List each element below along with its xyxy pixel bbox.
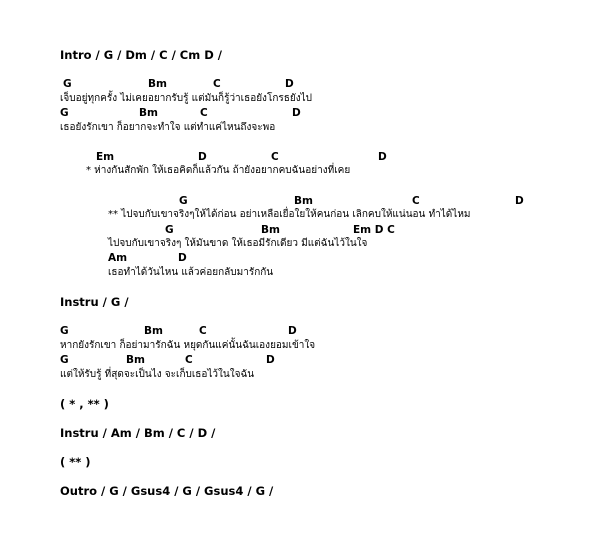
instru-line: Instru / G / <box>60 295 129 309</box>
chord: G <box>60 107 69 119</box>
chord: D <box>266 354 275 366</box>
chord: Bm <box>294 195 313 207</box>
chord: D <box>292 107 301 119</box>
chord: D <box>178 252 187 264</box>
lyric-line: ไปจบกับเขาจริงๆ ให้มันขาด ให้เธอมีรักเดียว มีแต่ฉันไว้ในใจ <box>108 238 368 249</box>
instru-line: Instru / Am / Bm / C / D / <box>60 426 216 440</box>
chord: Bm <box>126 354 145 366</box>
chord: G <box>165 224 174 236</box>
lyric-line: เจ็บอยู่ทุกครั้ง ไม่เคยอยากรับรู้ แต่มันก็รู้ว่าเธอยังโกรธยังไป <box>60 93 312 104</box>
chord: D <box>285 78 294 90</box>
chord: C <box>200 107 208 119</box>
lyric-line: เธอทำได้วันไหน แล้วค่อยกลับมารักกัน <box>108 267 274 278</box>
chord: G <box>60 354 69 366</box>
chord: D <box>515 195 524 207</box>
chord: G <box>63 78 72 90</box>
lyric-line: หากยังรักเขา ก็อย่ามารักฉัน หยุดกันแค่นั้นฉันเองยอมเข้าใจ <box>60 340 316 351</box>
lyric-line: * ห่างกันสักพัก ให้เธอคิดก็แล้วกัน ถ้ายังอยากคบฉันอย่างที่เคย <box>86 165 351 176</box>
chord: Bm <box>261 224 280 236</box>
chord: G <box>179 195 188 207</box>
chord: Am <box>108 252 128 264</box>
chord: C <box>412 195 420 207</box>
chord: Bm <box>148 78 167 90</box>
chord: Bm <box>144 325 163 337</box>
chord: C <box>185 354 193 366</box>
lyric-line: เธอยังรักเขา ก็อยากจะทำใจ แต่ทำแค่ไหนถึงจะพอ <box>60 122 276 133</box>
chord: Bm <box>139 107 158 119</box>
chord: D <box>198 151 207 163</box>
repeat-line: ( ** ) <box>60 455 91 469</box>
chord: D <box>288 325 297 337</box>
chord: G <box>60 325 69 337</box>
chord: Em D C <box>353 224 395 236</box>
chord: C <box>199 325 207 337</box>
lyric-line: แต่ให้รับรู้ ที่สุดจะเป็นไง จะเก็บเธอไว้ในใจฉัน <box>60 369 255 380</box>
chord: C <box>271 151 279 163</box>
chord: Em <box>96 151 115 163</box>
intro-line: Intro / G / Dm / C / Cm D / <box>60 48 222 62</box>
outro-line: Outro / G / Gsus4 / G / Gsus4 / G / <box>60 484 274 498</box>
chord: C <box>213 78 221 90</box>
repeat-line: ( * , ** ) <box>60 397 109 411</box>
lyric-line: ** ไปจบกับเขาจริงๆให้ได้ก่อน อย่าเหลือเยื่อใยให้คนก่อน เลิกคบให้แน่นอน ทำได้ไหม <box>108 209 471 220</box>
chord: D <box>378 151 387 163</box>
